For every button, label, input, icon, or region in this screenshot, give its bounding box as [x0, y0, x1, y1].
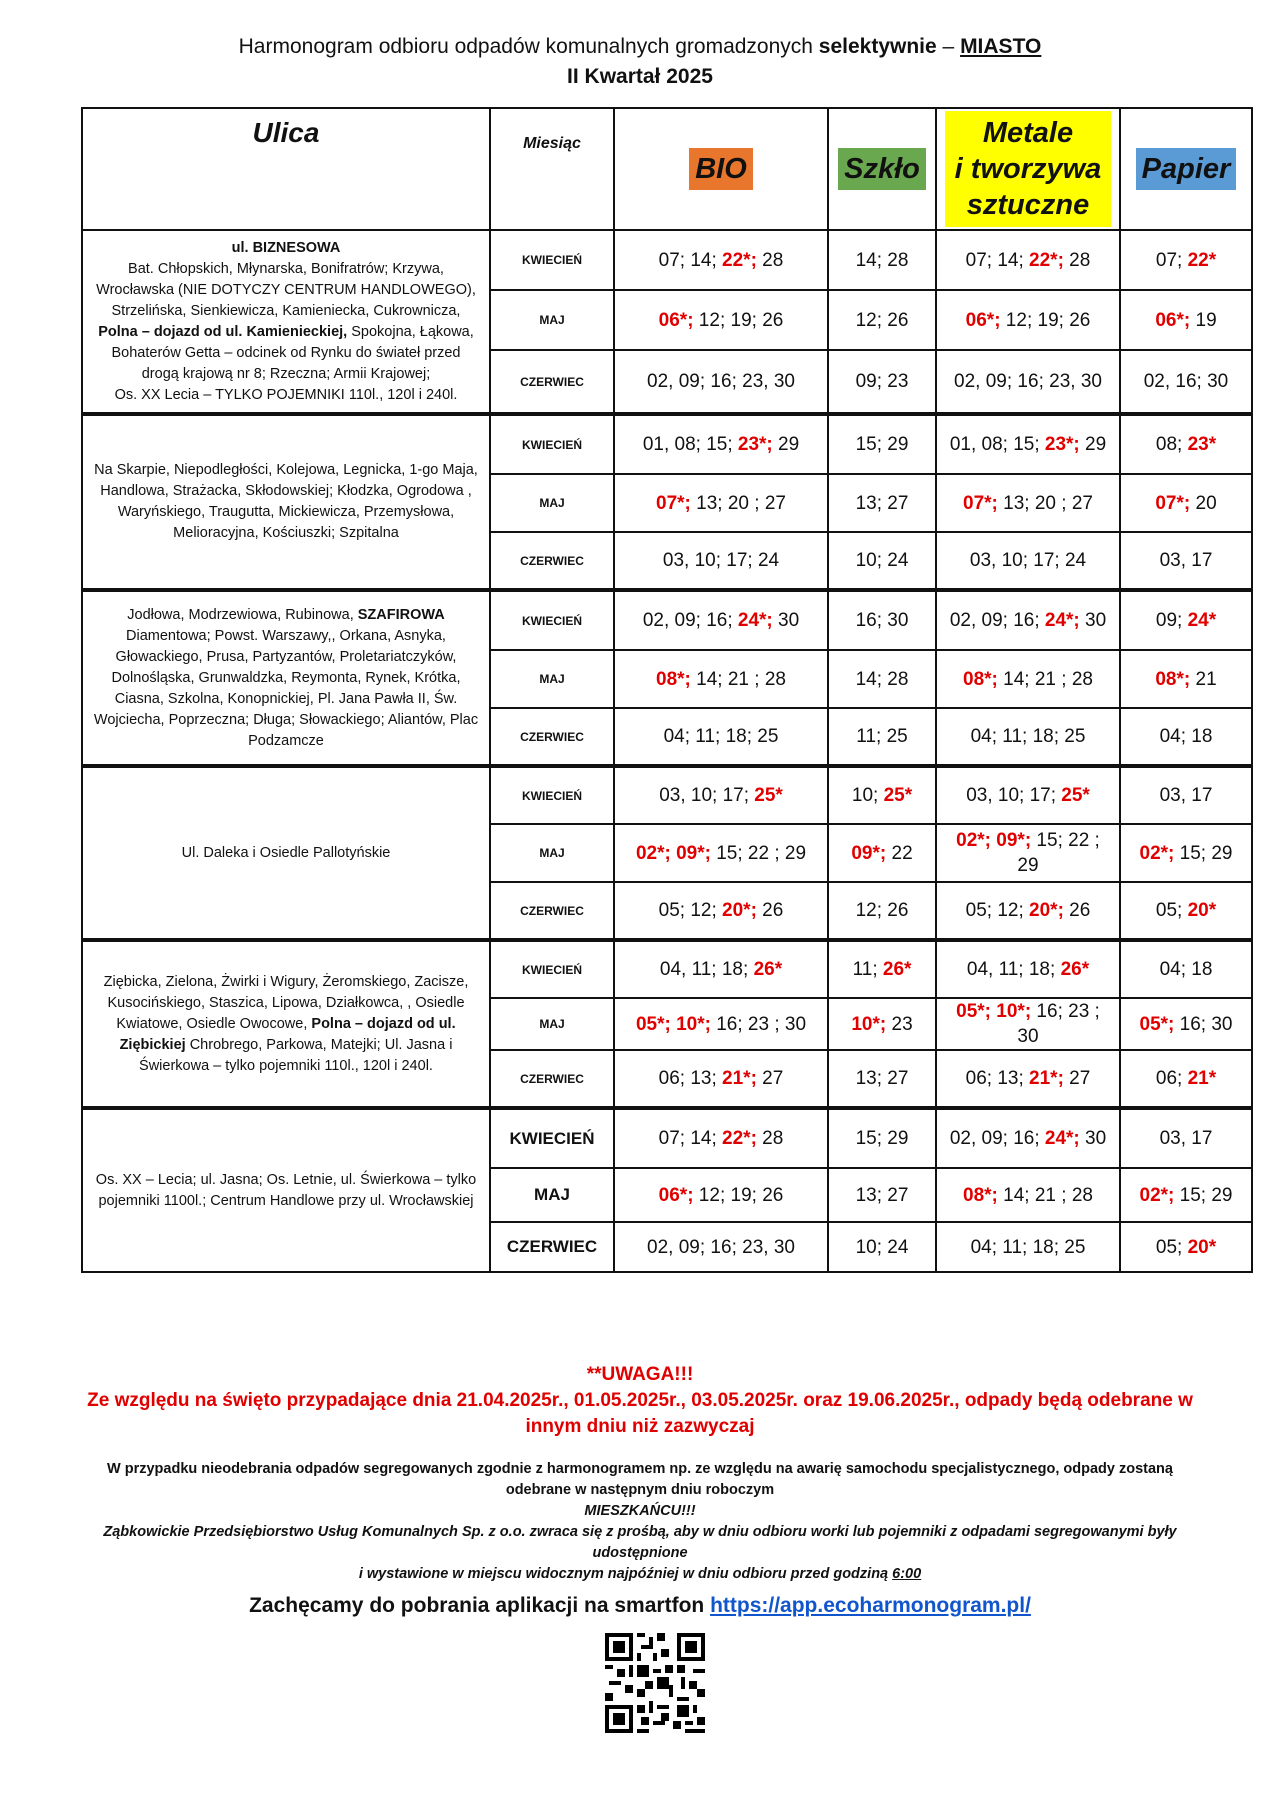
month-cell: KWIECIEŃ — [490, 940, 614, 998]
paper-dates-cell: 02*; 15; 29 — [1120, 824, 1252, 882]
highlighted-date: 07*; — [656, 492, 691, 514]
bio-dates-cell: 02, 09; 16; 23, 30 — [614, 1222, 828, 1272]
paper-dates-cell: 07; 22* — [1120, 230, 1252, 290]
glass-dates-cell: 11; 26* — [828, 940, 936, 998]
street-list: Ziębicka, Zielona, Żwirki i Wigury, Żeromskiego, Zacisze, Kusocińskiego, Staszica, Lipowa, Działkowca, , Osiedle Kwiatowe, Osiedle Owocowe, Polna – dojazd od ul. Ziębickiej Chrobrego, Parkowa, Matejki; Ul. Jasna i Świerkowa – tylko pojemniki 110l., 120l i 240l. — [82, 940, 490, 1108]
bio-dates-cell: 07; 14; 22*; 28 — [614, 1108, 828, 1168]
notice-block — [60, 1459, 1220, 1585]
glass-dates-cell: 09; 23 — [828, 350, 936, 414]
table-row — [82, 1108, 1252, 1168]
header-month: Miesiąc — [490, 108, 614, 230]
bio-dates-cell: 02, 09; 16; 24*; 30 — [614, 590, 828, 650]
bio-dates-cell: 06*; 12; 19; 26 — [614, 290, 828, 350]
month-cell: CZERWIEC — [490, 882, 614, 940]
street-list: ul. BIZNESOWA Bat. Chłopskich, Młynarska, Bonifratrów; Krzywa, Wrocławska (NIE DOTYCZY CENTRUM HANDLOWEGO), Strzelińska, Sienkiewicza, Kamieniecka, Cukrownicza, Polna – dojazd od ul. Kamienieckiej, Spokojna, Łąkowa, Bohaterów Getta – odcinek od Rynku do świateł przed drogą krajową nr 8; Rzeczna; Armii Krajowej; Os. XX Lecia – TYLKO POJEMNIKI 110l., 120l i 240l. — [82, 230, 490, 414]
metal-dates-cell: 05*; 10*; 16; 23 ; 30 — [936, 998, 1120, 1050]
paper-dates-cell: 02*; 15; 29 — [1120, 1168, 1252, 1222]
highlighted-date: 24*; — [737, 610, 773, 631]
bio-dates-cell: 05; 12; 20*; 26 — [614, 882, 828, 940]
bio-dates-cell: 05*; 10*; 16; 23 ; 30 — [614, 998, 828, 1050]
glass-dates-cell: 15; 29 — [828, 414, 936, 474]
header-metal — [936, 108, 1120, 230]
metal-dates-cell: 02, 09; 16; 24*; 30 — [936, 1108, 1120, 1168]
metal-dates-cell: 05; 12; 20*; 26 — [936, 882, 1120, 940]
glass-dates-cell: 15; 29 — [828, 1108, 936, 1168]
glass-dates-cell: 12; 26 — [828, 882, 936, 940]
glass-label: Szkło — [838, 148, 926, 190]
table-row — [82, 590, 1252, 650]
table-row — [82, 766, 1252, 824]
paper-dates-cell: 03, 17 — [1120, 1108, 1252, 1168]
glass-dates-cell: 09*; 22 — [828, 824, 936, 882]
paper-dates-cell: 04; 18 — [1120, 940, 1252, 998]
metal-label-1: Metale — [982, 117, 1074, 149]
notice-line-4: udostępnione — [592, 1545, 688, 1561]
highlighted-date: 22*; — [722, 249, 757, 271]
highlighted-date: 08*; — [1155, 668, 1191, 690]
glass-dates-cell: 14; 28 — [828, 650, 936, 708]
notice-line-3: Ząbkowickie Przedsiębiorstwo Usług Komunalnych Sp. z o.o. zwraca się z prośbą, aby w dniu odbioru worki lub pojemniki z odpadami segregowanymi były — [103, 1524, 1177, 1540]
highlighted-date: 26* — [882, 959, 912, 980]
metal-label-3: sztuczne — [966, 189, 1090, 221]
qr-code-icon[interactable] — [605, 1633, 705, 1733]
glass-dates-cell: 13; 27 — [828, 1050, 936, 1108]
page-subtitle: II Kwartał 2025 — [567, 65, 713, 88]
bio-dates-cell: 02, 09; 16; 23, 30 — [614, 350, 828, 414]
paper-dates-cell: 03, 17 — [1120, 766, 1252, 824]
metal-dates-cell: 06*; 12; 19; 26 — [936, 290, 1120, 350]
month-cell: KWIECIEŃ — [490, 590, 614, 650]
notice-deadline-time: 6:00 — [892, 1566, 922, 1582]
highlighted-date: 10*; — [851, 1013, 887, 1035]
bio-dates-cell: 07; 14; 22*; 28 — [614, 230, 828, 290]
highlighted-date: 06*; — [965, 309, 1001, 331]
highlighted-date: 21*; — [1029, 1068, 1064, 1089]
month-cell: CZERWIEC — [490, 532, 614, 590]
month-cell: MAJ — [490, 1168, 614, 1222]
highlighted-date: 20*; — [722, 900, 757, 921]
paper-dates-cell: 08*; 21 — [1120, 650, 1252, 708]
highlighted-date: 25* — [883, 785, 913, 806]
app-link[interactable]: https://app.ecoharmonogram.pl/ — [710, 1594, 1031, 1617]
highlighted-date: 05*; 10*; — [635, 1013, 711, 1035]
bio-dates-cell: 01, 08; 15; 23*; 29 — [614, 414, 828, 474]
notice-deadline-text: i wystawione w miejscu widocznym najpóźniej w dniu odbioru przed godziną — [358, 1566, 893, 1582]
app-promo — [0, 1594, 1280, 1618]
month-cell: MAJ — [490, 824, 614, 882]
header-bio — [614, 108, 828, 230]
bio-dates-cell: 02*; 09*; 15; 22 ; 29 — [614, 824, 828, 882]
metal-dates-cell: 08*; 14; 21 ; 28 — [936, 1168, 1120, 1222]
month-cell: CZERWIEC — [490, 708, 614, 766]
month-cell: MAJ — [490, 290, 614, 350]
glass-dates-cell: 11; 25 — [828, 708, 936, 766]
highlighted-date: 20* — [1187, 900, 1217, 921]
metal-dates-cell: 02, 09; 16; 24*; 30 — [936, 590, 1120, 650]
title-text: Harmonogram odbioru odpadów komunalnych gromadzonych — [238, 35, 819, 58]
paper-dates-cell: 03, 17 — [1120, 532, 1252, 590]
glass-dates-cell: 10; 24 — [828, 532, 936, 590]
month-cell: CZERWIEC — [490, 1050, 614, 1108]
highlighted-date: 20* — [1187, 1236, 1217, 1258]
metal-dates-cell: 01, 08; 15; 23*; 29 — [936, 414, 1120, 474]
highlighted-date: 22* — [1187, 249, 1217, 271]
highlighted-date: 08*; — [656, 668, 691, 690]
bio-dates-cell: 07*; 13; 20 ; 27 — [614, 474, 828, 532]
highlighted-date: 07*; — [1155, 492, 1191, 514]
title-city: MIASTO — [960, 35, 1042, 58]
table-row — [82, 940, 1252, 998]
month-cell: CZERWIEC — [490, 1222, 614, 1272]
highlighted-date: 08*; — [963, 1184, 998, 1206]
month-cell: MAJ — [490, 474, 614, 532]
highlighted-date: 23*; — [1044, 434, 1080, 455]
bio-dates-cell: 03, 10; 17; 24 — [614, 532, 828, 590]
highlighted-date: 05*; — [1139, 1013, 1175, 1035]
notice-residents: MIESZKAŃCU!!! — [584, 1503, 696, 1519]
highlighted-date: 26* — [753, 959, 783, 980]
highlighted-date: 07*; — [963, 492, 998, 514]
paper-dates-cell: 05; 20* — [1120, 882, 1252, 940]
glass-dates-cell: 13; 27 — [828, 1168, 936, 1222]
bio-dates-cell: 04; 11; 18; 25 — [614, 708, 828, 766]
holiday-warning — [0, 1362, 1280, 1440]
highlighted-date: 06*; — [658, 1184, 694, 1206]
highlighted-date: 26* — [1060, 959, 1090, 980]
highlighted-date: 02*; 09*; — [635, 842, 711, 864]
warning-heading: **UWAGA!!! — [586, 1364, 694, 1385]
metal-dates-cell: 02*; 09*; 15; 22 ; 29 — [936, 824, 1120, 882]
table-header-row — [82, 108, 1252, 230]
month-cell: KWIECIEŃ — [490, 230, 614, 290]
app-promo-text: Zachęcamy do pobrania aplikacji na smartfon — [249, 1594, 711, 1617]
bio-dates-cell: 06; 13; 21*; 27 — [614, 1050, 828, 1108]
page-title — [0, 32, 1280, 92]
metal-dates-cell: 03, 10; 17; 24 — [936, 532, 1120, 590]
warning-line-1: Ze względu na święto przypadające dnia 21.04.2025r., 01.05.2025r., 03.05.2025r. oraz 19.06.2025r., odpady będą odebrane w — [87, 1390, 1193, 1411]
highlighted-date: 08*; — [963, 668, 998, 690]
table-row — [82, 414, 1252, 474]
header-paper — [1120, 108, 1252, 230]
highlighted-date: 24*; — [1044, 1128, 1080, 1149]
schedule-table — [81, 107, 1253, 1273]
month-cell: KWIECIEŃ — [490, 414, 614, 474]
paper-dates-cell: 06; 21* — [1120, 1050, 1252, 1108]
metal-dates-cell: 04; 11; 18; 25 — [936, 1222, 1120, 1272]
glass-dates-cell: 10; 25* — [828, 766, 936, 824]
month-cell: MAJ — [490, 998, 614, 1050]
bio-dates-cell: 04, 11; 18; 26* — [614, 940, 828, 998]
bio-dates-cell: 03, 10; 17; 25* — [614, 766, 828, 824]
month-cell: KWIECIEŃ — [490, 1108, 614, 1168]
highlighted-date: 02*; 09*; — [956, 830, 1032, 851]
highlighted-date: 09*; — [851, 842, 887, 864]
highlighted-date: 06*; — [1155, 309, 1191, 331]
paper-dates-cell: 06*; 19 — [1120, 290, 1252, 350]
highlighted-date: 02*; — [1139, 842, 1175, 864]
street-list: Ul. Daleka i Osiedle Pallotyńskie — [82, 766, 490, 940]
title-bold: selektywnie — [818, 35, 937, 58]
street-list: Os. XX – Lecia; ul. Jasna; Os. Letnie, ul. Świerkowa – tylko pojemniki 1100l.; Centrum Handlowe przy ul. Wrocławskiej — [82, 1108, 490, 1272]
schedule-body — [82, 230, 1252, 1272]
table-row — [82, 230, 1252, 290]
street-list: Jodłowa, Modrzewiowa, Rubinowa, SZAFIROWA Diamentowa; Powst. Warszawy,, Orkana, Asnyka, Głowackiego, Prusa, Partyzantów, Proletariatczyków, Dolnośląska, Grunwaldzka, Reymonta, Rynek, Krótka, Ciasna, Szkolna, Konopnickiej, Pl. Jana Pawła II, Św. Wojciecha, Poprzeczna; Długa; Słowackiego; Aliantów, Plac Podzamcze — [82, 590, 490, 766]
metal-dates-cell: 04, 11; 18; 26* — [936, 940, 1120, 998]
glass-dates-cell: 14; 28 — [828, 230, 936, 290]
highlighted-date: 21* — [1187, 1068, 1217, 1089]
metal-dates-cell: 08*; 14; 21 ; 28 — [936, 650, 1120, 708]
street-list: Na Skarpie, Niepodległości, Kolejowa, Legnicka, 1-go Maja, Handlowa, Strażacka, Skłodowskiej; Kłodzka, Ogrodowa , Waryńskiego, Traugutta, Mickiewicza, Przemysłowa, Melioracyjna, Kościuszki; Szpitalna — [82, 414, 490, 590]
paper-dates-cell: 09; 24* — [1120, 590, 1252, 650]
highlighted-date: 05*; 10*; — [956, 1001, 1032, 1022]
header-street: Ulica — [82, 108, 490, 230]
highlighted-date: 20*; — [1029, 900, 1064, 921]
glass-dates-cell: 10*; 23 — [828, 998, 936, 1050]
metal-dates-cell: 03, 10; 17; 25* — [936, 766, 1120, 824]
highlighted-date: 23* — [1187, 434, 1217, 455]
notice-line-5 — [60, 1564, 1220, 1585]
highlighted-date: 23*; — [737, 434, 773, 455]
highlighted-date: 21*; — [722, 1068, 757, 1089]
header-glass — [828, 108, 936, 230]
paper-label: Papier — [1136, 148, 1237, 190]
glass-dates-cell: 12; 26 — [828, 290, 936, 350]
bio-label: BIO — [689, 148, 753, 190]
warning-line-2: innym dniu niż zazwyczaj — [525, 1416, 755, 1437]
highlighted-date: 24*; — [1044, 610, 1080, 631]
paper-dates-cell: 04; 18 — [1120, 708, 1252, 766]
highlighted-date: 02*; — [1139, 1184, 1175, 1206]
highlighted-date: 25* — [1061, 785, 1090, 806]
bio-dates-cell: 08*; 14; 21 ; 28 — [614, 650, 828, 708]
glass-dates-cell: 13; 27 — [828, 474, 936, 532]
month-cell: KWIECIEŃ — [490, 766, 614, 824]
month-cell: MAJ — [490, 650, 614, 708]
metal-dates-cell: 07; 14; 22*; 28 — [936, 230, 1120, 290]
paper-dates-cell: 05; 20* — [1120, 1222, 1252, 1272]
metal-label-2: i tworzywa — [954, 153, 1102, 185]
paper-dates-cell: 08; 23* — [1120, 414, 1252, 474]
highlighted-date: 25* — [754, 785, 783, 806]
bio-dates-cell: 06*; 12; 19; 26 — [614, 1168, 828, 1222]
metal-label — [945, 111, 1112, 227]
metal-dates-cell: 02, 09; 16; 23, 30 — [936, 350, 1120, 414]
highlighted-date: 06*; — [658, 309, 694, 331]
metal-dates-cell: 04; 11; 18; 25 — [936, 708, 1120, 766]
paper-dates-cell: 07*; 20 — [1120, 474, 1252, 532]
metal-dates-cell: 07*; 13; 20 ; 27 — [936, 474, 1120, 532]
notice-line-2: odebrane w następnym dniu roboczym — [505, 1482, 775, 1498]
paper-dates-cell: 02, 16; 30 — [1120, 350, 1252, 414]
glass-dates-cell: 16; 30 — [828, 590, 936, 650]
notice-line-1: W przypadku nieodebrania odpadów segregowanych zgodnie z harmonogramem np. ze względu na awarię samochodu specjalistycznego, odpady zostaną — [107, 1461, 1173, 1477]
month-cell: CZERWIEC — [490, 350, 614, 414]
title-dash: – — [936, 35, 961, 58]
highlighted-date: 22*; — [1029, 249, 1064, 271]
paper-dates-cell: 05*; 16; 30 — [1120, 998, 1252, 1050]
glass-dates-cell: 10; 24 — [828, 1222, 936, 1272]
highlighted-date: 22*; — [722, 1128, 757, 1149]
highlighted-date: 24* — [1187, 610, 1217, 631]
metal-dates-cell: 06; 13; 21*; 27 — [936, 1050, 1120, 1108]
